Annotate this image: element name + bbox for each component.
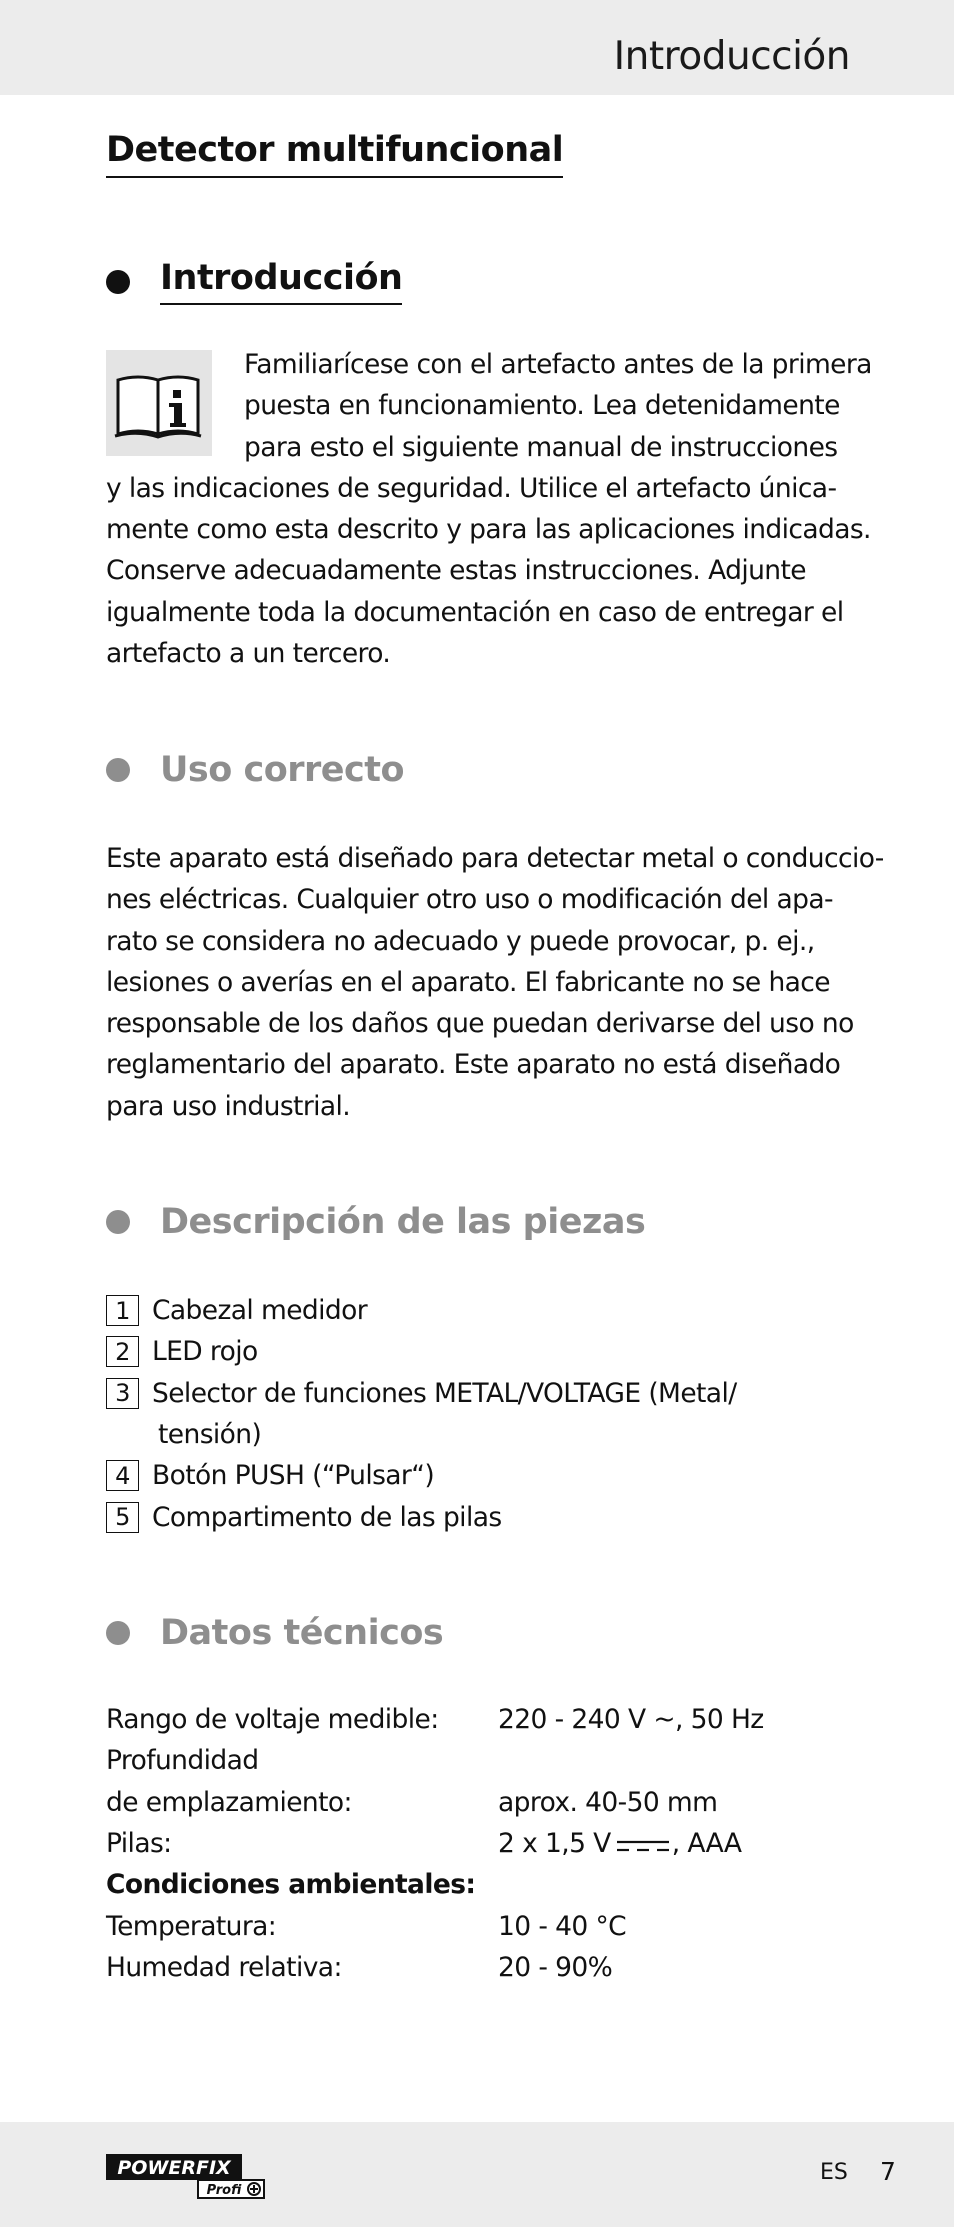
spec-label: Temperatura: — [106, 1910, 277, 1942]
header-title: Introducción — [613, 34, 850, 79]
part-label-continuation: tensión) — [158, 1419, 262, 1451]
part-label: Cabezal medidor — [152, 1295, 368, 1327]
spec-row-temperature — [106, 1905, 764, 1946]
footer-language: ES — [820, 2160, 848, 2185]
section-heading-label: Datos técnicos — [160, 1613, 444, 1653]
part-number: 2 — [106, 1336, 139, 1367]
part-number: 4 — [106, 1460, 139, 1491]
section-heading-label: Uso correcto — [160, 750, 405, 790]
text-line: Este aparato está diseñado para detectar metal o conduccio- — [106, 843, 884, 874]
spec-label: de emplazamiento: — [106, 1786, 352, 1818]
spec-label: Rango de voltaje medible: — [106, 1704, 439, 1736]
part-label: Compartimento de las pilas — [152, 1501, 502, 1533]
spec-row-batteries — [106, 1823, 764, 1864]
text-line: para esto el siguiente manual de instrucciones — [244, 431, 838, 463]
text-line: Conserve adecuadamente estas instrucciones. Adjunte — [106, 555, 807, 587]
spec-row-voltage — [106, 1699, 764, 1740]
part-label: LED rojo — [152, 1336, 258, 1368]
spec-subheading: Condiciones ambientales: — [106, 1869, 476, 1901]
text-line: puesta en funcionamiento. Lea detenidamente — [244, 390, 840, 422]
text-line: artefacto a un tercero. — [106, 638, 391, 670]
list-item — [106, 1496, 737, 1537]
logo-text: POWERFIX — [117, 2157, 231, 2179]
text-line: Familiarícese con el artefacto antes de la primera — [244, 349, 872, 380]
battery-voltage: 2 x 1,5 V — [498, 1828, 611, 1860]
battery-type: , AAA — [671, 1828, 742, 1860]
bullet-icon — [106, 1210, 130, 1234]
section-heading-label: Introducción — [160, 258, 402, 305]
spec-row-depth-label — [106, 1740, 764, 1781]
bullet-icon — [106, 1621, 130, 1645]
part-number: 1 — [106, 1295, 139, 1326]
text-line: nes eléctricas. Cualquier otro uso o modificación del apa- — [106, 884, 833, 916]
usage-paragraph — [106, 838, 884, 1127]
spec-row-humidity — [106, 1947, 764, 1988]
text-line: para uso industrial. — [106, 1090, 351, 1122]
part-label: Selector de funciones METAL/VOLTAGE (Metal/ — [152, 1377, 737, 1409]
spec-label: Profundidad — [106, 1745, 259, 1777]
section-heading-intro — [106, 258, 402, 305]
spec-value: 220 - 240 V ~, 50 Hz — [498, 1704, 764, 1736]
section-heading-usage — [106, 750, 404, 790]
spec-row-depth — [106, 1782, 764, 1823]
logo-subtext: Profi — [206, 2183, 242, 2198]
text-line: lesiones o averías en el aparato. El fabricante no se hace — [106, 966, 830, 998]
list-item — [106, 1331, 737, 1372]
part-number: 5 — [106, 1502, 139, 1533]
part-label: Botón PUSH (“Pulsar“) — [152, 1460, 435, 1492]
text-line: y las indicaciones de seguridad. Utilice el artefacto única- — [106, 472, 837, 504]
section-heading-specs — [106, 1613, 443, 1653]
spec-value — [498, 1828, 741, 1859]
spec-value: 10 - 40 °C — [498, 1910, 627, 1942]
powerfix-logo — [106, 2152, 266, 2200]
bullet-icon — [106, 758, 130, 782]
parts-list — [106, 1290, 737, 1538]
text-line: igualmente toda la documentación en caso de entregar el — [106, 596, 844, 628]
bullet-icon — [106, 270, 130, 294]
spec-table — [106, 1699, 764, 1988]
list-item — [106, 1290, 737, 1331]
page-number: 7 — [880, 2157, 896, 2186]
text-line: responsable de los daños que puedan derivarse del uso no — [106, 1008, 854, 1040]
section-heading-label: Descripción de las piezas — [160, 1202, 646, 1242]
spec-value: aprox. 40-50 mm — [498, 1786, 718, 1818]
text-line: reglamentario del aparato. Este aparato no está diseñado — [106, 1049, 841, 1081]
dc-current-icon — [617, 1838, 669, 1854]
spec-value: 20 - 90% — [498, 1951, 613, 1983]
spec-label: Humedad relativa: — [106, 1951, 342, 1983]
part-number: 3 — [106, 1378, 139, 1409]
document-title: Detector multifuncional — [106, 130, 563, 178]
intro-paragraph — [106, 344, 872, 674]
section-heading-parts — [106, 1202, 645, 1242]
list-item — [106, 1373, 737, 1414]
text-line: rato se considera no adecuado y puede provocar, p. ej., — [106, 925, 815, 957]
text-line: mente como esta descrito y para las aplicaciones indicadas. — [106, 514, 871, 546]
list-item — [106, 1455, 737, 1496]
spec-label: Pilas: — [106, 1828, 172, 1860]
